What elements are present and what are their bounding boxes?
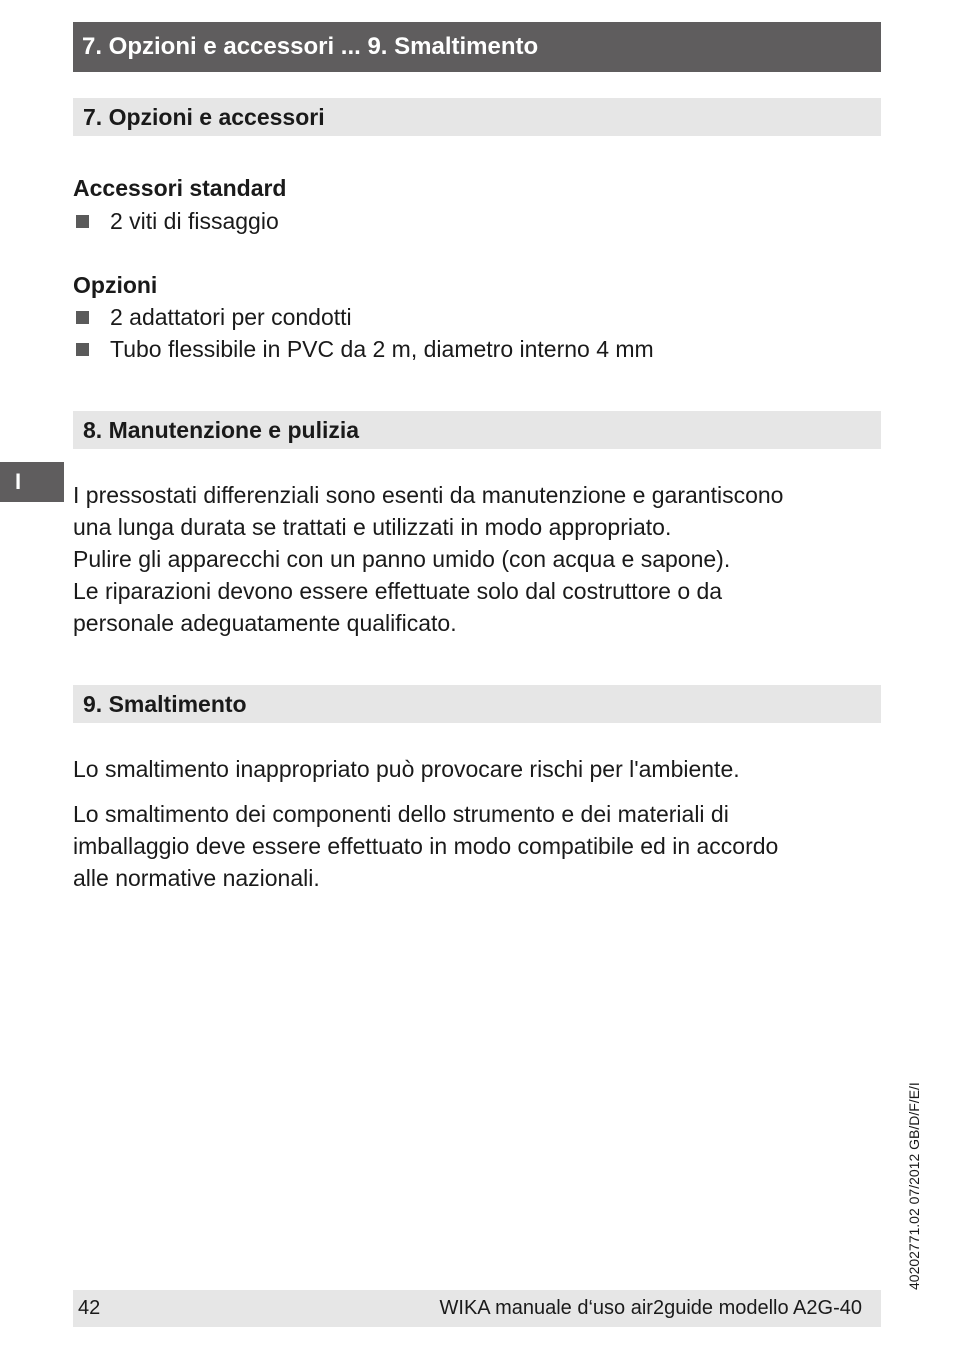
footer-title: WIKA manuale d‘uso air2guide modello A2G-40 (439, 1297, 862, 1319)
list-item: 2 viti di fissaggio (73, 205, 279, 237)
list-item: Tubo flessibile in PVC da 2 m, diametro interno 4 mm (73, 333, 654, 365)
list-item: 2 adattatori per condotti (73, 301, 654, 333)
section-heading-maintenance: 8. Manutenzione e pulizia (73, 411, 881, 449)
bullet-square-icon (76, 343, 89, 356)
disposal-paragraph-2: Lo smaltimento dei componenti dello strumento e dei materiali di imballaggio deve essere effettuato in modo compatibile ed in accordo alle normative nazionali. (73, 801, 779, 891)
language-tab: I (0, 462, 64, 502)
maintenance-paragraph: I pressostati differenziali sono esenti da manutenzione e garantiscono una lunga durata se trattati e utilizzati in modo appropriato. Pulire gli apparecchi con un panno umido (con acqua e sapone). Le riparazioni devono essere effettuate solo dal costruttore o da personale adeguatamente qualificato. (73, 482, 784, 636)
disposal-paragraph-1: Lo smaltimento inappropriato può provocare rischi per l'ambiente. (73, 756, 740, 782)
bullet-square-icon (76, 311, 89, 324)
standard-accessories-list (73, 205, 279, 237)
subheading-options: Opzioni (73, 272, 158, 298)
document-code: 40202771.02 07/2012 GB/D/F/E/I (906, 1082, 922, 1290)
page-footer (73, 1290, 881, 1327)
page-number: 42 (78, 1297, 101, 1319)
options-list (73, 301, 654, 365)
bullet-square-icon (76, 215, 89, 228)
section-heading-options: 7. Opzioni e accessori (73, 98, 881, 136)
subheading-standard-accessories: Accessori standard (73, 175, 287, 201)
page-header-title: 7. Opzioni e accessori ... 9. Smaltimento (73, 22, 881, 72)
section-heading-disposal: 9. Smaltimento (73, 685, 881, 723)
